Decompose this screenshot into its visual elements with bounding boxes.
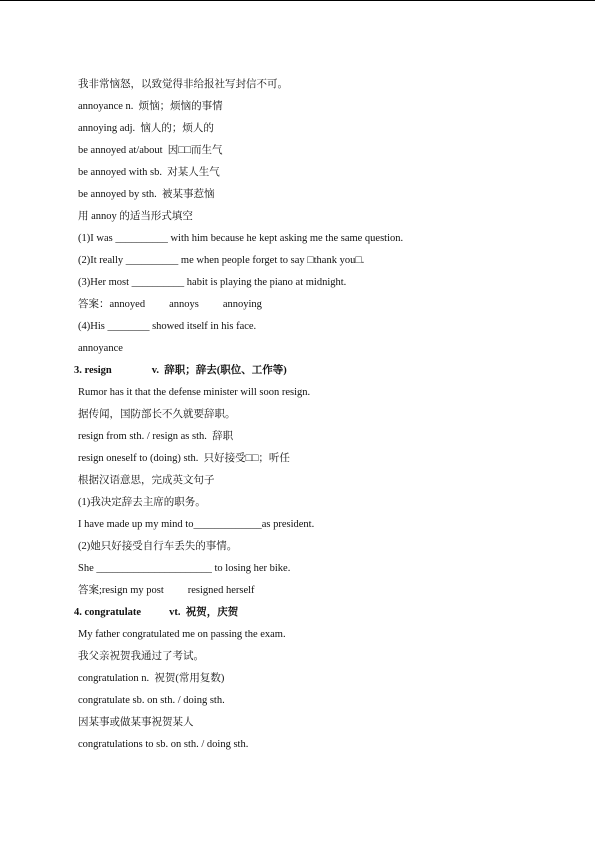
phrase-entry: be annoyed by sth. 被某事惹恼	[78, 189, 215, 200]
page-top-rule	[0, 0, 595, 1]
phrase-entry: congratulations to sb. on sth. / doing sth.	[78, 739, 249, 750]
exercise-instruction: 根据汉语意思，完成英文句子	[78, 475, 215, 486]
exercise-item: (1)I was __________ with him because he kept asking me the same question.	[78, 233, 404, 244]
phrase-entry: resign oneself to (doing) sth. 只好接受□□；听任	[78, 453, 290, 464]
example-translation: 我非常恼怒，以致觉得非给报社写封信不可。	[78, 79, 288, 90]
exercise-item: (2)她只好接受自行车丢失的事情。	[78, 541, 238, 552]
heading-definition: vt. 祝贺，庆贺	[169, 607, 239, 618]
vocab-entry: congratulation n. 祝贺(常用复数)	[78, 673, 225, 684]
answer-item: annoying	[222, 299, 262, 310]
example-translation: 据传闻，国防部长不久就要辞职。	[78, 409, 236, 420]
heading-definition: v. 辞职；辞去(职位、工作等)	[151, 365, 287, 376]
phrase-entry: be annoyed with sb. 对某人生气	[78, 167, 220, 178]
answer-label: 答案;resign my post	[78, 585, 164, 596]
answer-line	[78, 297, 578, 319]
exercise-item: I have made up my mind to_____________as president.	[78, 519, 315, 530]
example-translation: 我父亲祝贺我通过了考试。	[78, 651, 204, 662]
answer-label: 答案：annoyed	[78, 299, 146, 310]
exercise-item: (2)It really __________ me when people forget to say □thank you□.	[78, 255, 365, 266]
phrase-translation: 因某事或做某事祝贺某人	[78, 717, 194, 728]
exercise-item: She ______________________ to losing her bike.	[78, 563, 291, 574]
example-sentence: My father congratulated me on passing the exam.	[78, 629, 286, 640]
answer-item: annoys	[169, 299, 199, 310]
vocab-entry: annoying adj. 恼人的；烦人的	[78, 123, 214, 134]
heading-word: 3. resign	[74, 365, 112, 376]
exercise-item: (1)我决定辞去主席的职务。	[78, 497, 206, 508]
phrase-entry: congratulate sb. on sth. / doing sth.	[78, 695, 225, 706]
exercise-item: (3)Her most __________ habit is playing the piano at midnight.	[78, 277, 347, 288]
exercise-item: (4)His ________ showed itself in his face.	[78, 321, 257, 332]
example-sentence: Rumor has it that the defense minister will soon resign.	[78, 387, 311, 398]
vocab-entry: annoyance n. 烦恼；烦恼的事情	[78, 101, 223, 112]
phrase-entry: be annoyed at/about 因□□而生气	[78, 145, 223, 156]
exercise-instruction: 用 annoy 的适当形式填空	[78, 211, 193, 222]
answer-item: annoyance	[78, 343, 123, 354]
answer-line	[78, 583, 578, 605]
answer-item: resigned herself	[187, 585, 255, 596]
section-heading	[74, 605, 578, 627]
section-heading	[74, 363, 578, 385]
document-body	[74, 77, 578, 759]
heading-word: 4. congratulate	[74, 607, 142, 618]
phrase-entry: resign from sth. / resign as sth. 辞职	[78, 431, 234, 442]
